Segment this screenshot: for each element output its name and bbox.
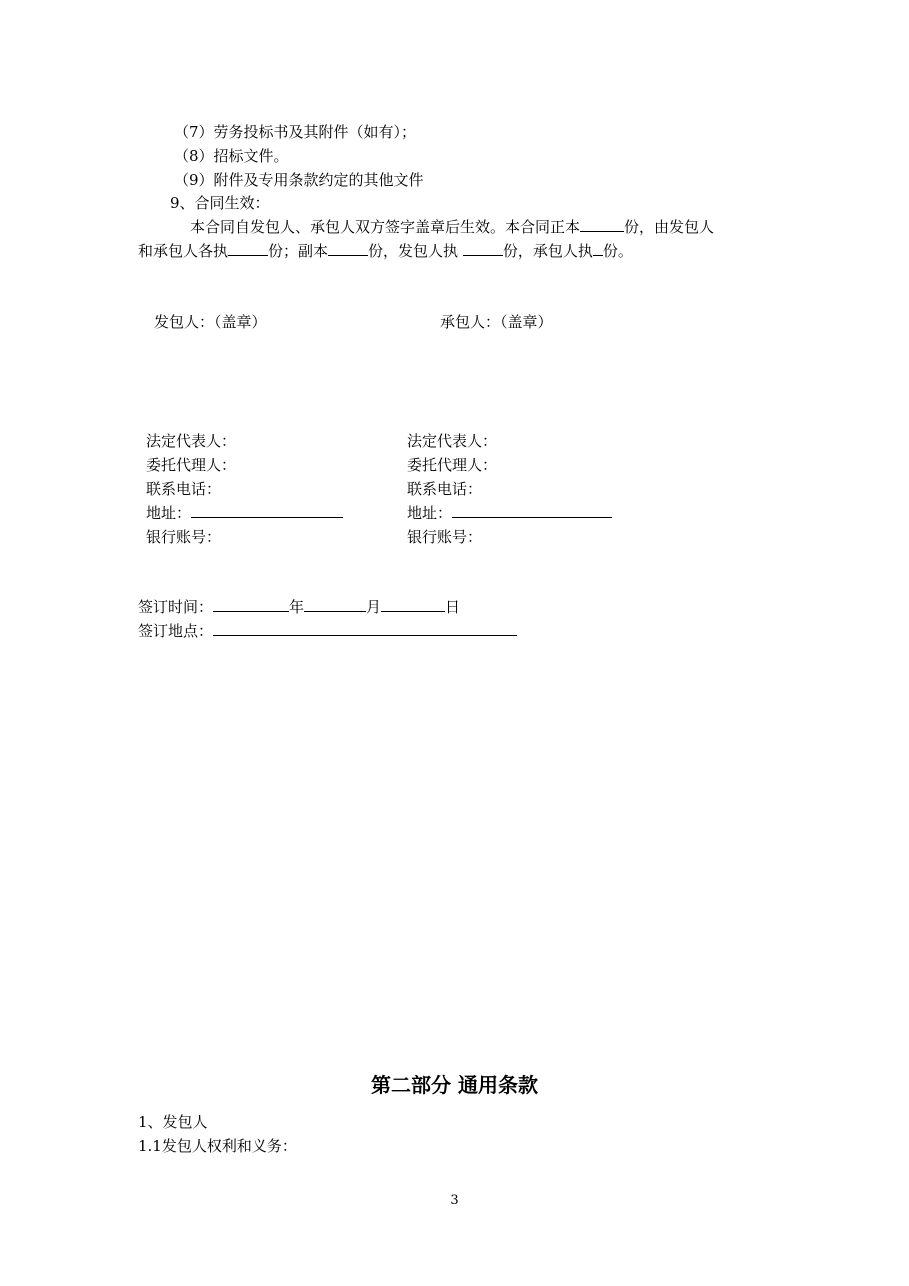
list-item: （9）附件及专用条款约定的其他文件 <box>174 171 424 189</box>
clause-text: 份，承包人执 <box>502 242 593 260</box>
signing-place <box>138 621 517 641</box>
clause-paragraph-line1 <box>190 217 714 237</box>
clause-text: 份；副本 <box>268 242 329 260</box>
party-b-legal-rep-label: 法定代表人： <box>407 432 498 450</box>
clause-text: 份，由发包人 <box>624 218 715 236</box>
clause-title: 9、合同生效： <box>170 194 270 212</box>
list-item: （7）劳务投标书及其附件（如有）； <box>174 123 417 141</box>
year-label: 年 <box>289 598 305 616</box>
section-1-1-title: 1.1发包人权利和义务： <box>138 1137 297 1155</box>
party-b-bank-label: 银行账号： <box>407 528 483 546</box>
party-b-seal-label: 承包人：（盖章） <box>440 313 553 331</box>
day-blank-line <box>381 597 445 612</box>
clause-text: 和承包人各执 <box>138 242 229 260</box>
party-a-agent-label: 委托代理人： <box>146 456 237 474</box>
party-a-seal-label: 发包人：（盖章） <box>154 313 267 331</box>
address-label: 地址： <box>146 504 192 522</box>
year-blank-line <box>213 597 289 612</box>
blank-line <box>228 241 268 256</box>
month-blank-line <box>304 597 366 612</box>
clause-text: 本合同自发包人、承包人双方签字盖章后生效。本合同正本 <box>190 218 581 236</box>
list-item: （8）招标文件。 <box>174 147 289 165</box>
party-b-address <box>407 503 612 523</box>
signing-time <box>138 597 460 617</box>
part-two-heading: 第二部分 通用条款 <box>371 1073 538 1097</box>
place-blank-line <box>213 621 517 636</box>
signing-place-label: 签订地点： <box>138 622 214 640</box>
blank-line <box>328 241 368 256</box>
blank-line <box>593 241 603 256</box>
party-b-agent-label: 委托代理人： <box>407 456 498 474</box>
clause-text: 份。 <box>602 242 633 260</box>
party-a-legal-rep-label: 法定代表人： <box>146 432 237 450</box>
party-a-phone-label: 联系电话： <box>146 480 222 498</box>
party-b-phone-label: 联系电话： <box>407 480 483 498</box>
party-a-address <box>146 503 343 523</box>
party-a-bank-label: 银行账号： <box>146 528 222 546</box>
clause-paragraph-line2 <box>138 241 633 261</box>
blank-line <box>580 217 624 232</box>
month-label: 月 <box>366 598 382 616</box>
signing-time-label: 签订时间： <box>138 598 214 616</box>
page-number: 3 <box>450 1193 459 1208</box>
blank-line <box>463 241 503 256</box>
section-1-title: 1、发包人 <box>138 1113 208 1131</box>
address-blank-line <box>452 503 612 518</box>
day-label: 日 <box>445 598 461 616</box>
address-blank-line <box>191 503 343 518</box>
clause-text: 份，发包人执 <box>368 242 459 260</box>
address-label: 地址： <box>407 504 453 522</box>
